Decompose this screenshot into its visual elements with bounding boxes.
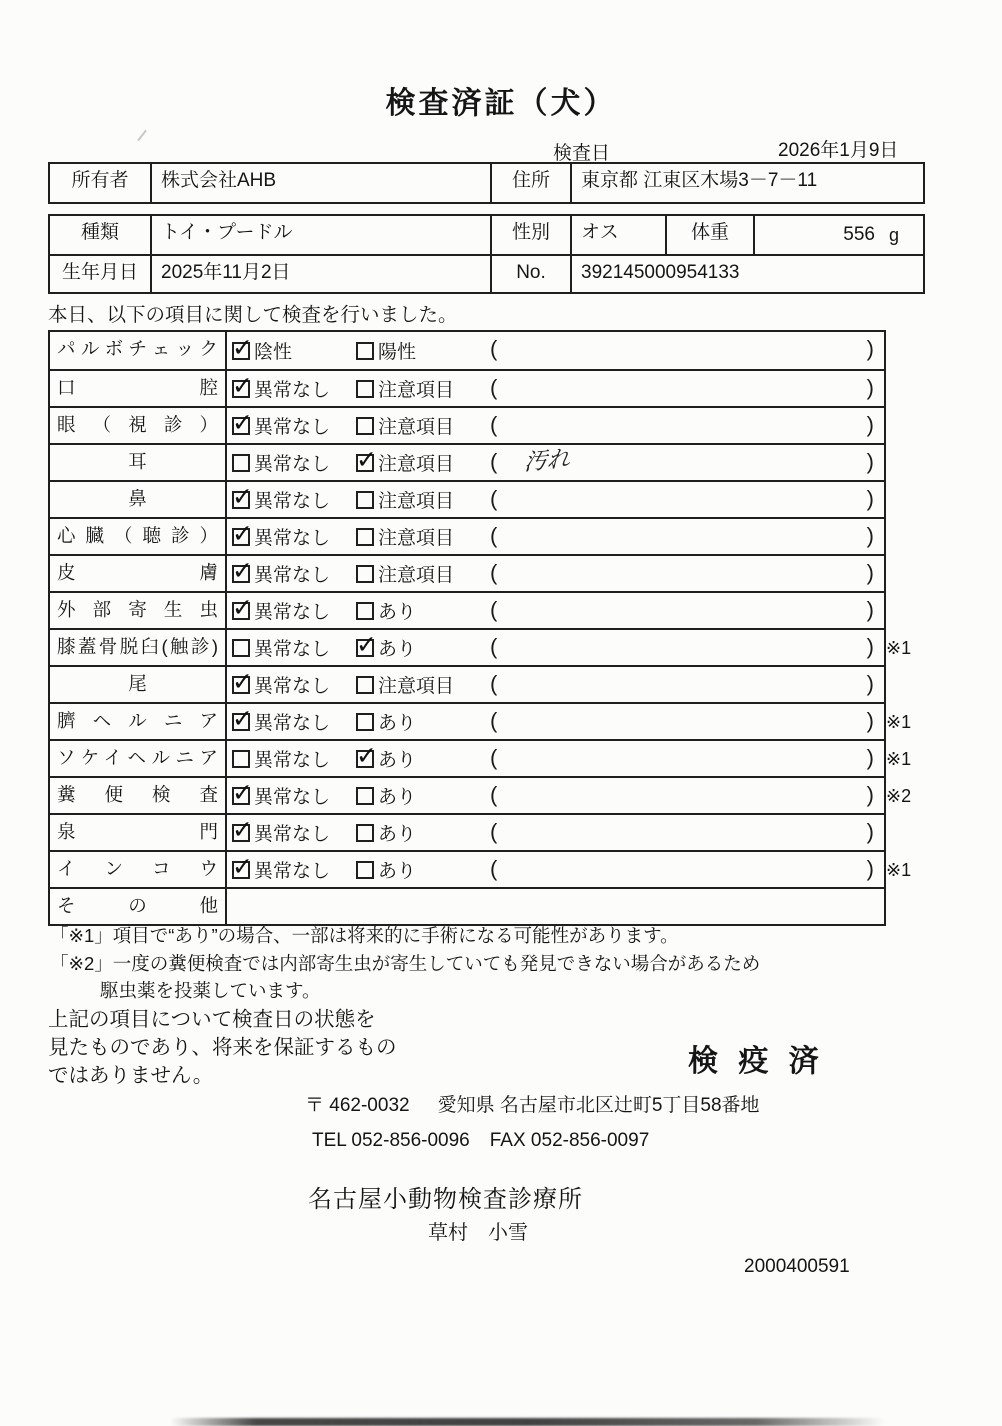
scan-stray-mark (137, 130, 147, 141)
option-1 (232, 408, 330, 443)
weight-label: 体重 (667, 216, 755, 254)
paren-open: ( (490, 375, 498, 400)
option-2-checkbox (356, 639, 374, 657)
paren-open: ( (490, 819, 498, 844)
no-value: 392145000954133 (581, 262, 740, 283)
option-1-checkbox (232, 602, 250, 620)
paren-open: ( (490, 336, 498, 361)
birth-value: 2025年11月2日 (152, 256, 492, 292)
option-2 (356, 371, 454, 406)
owner-value: 株式会社AHB (152, 164, 492, 202)
inspection-date-value: 2026年1月9日 (778, 140, 899, 161)
checklist-row (50, 443, 884, 480)
checklist-row-options (227, 852, 884, 887)
option-2-label: あり (378, 750, 417, 771)
disclaimer-line-1: 上記の項目について検査日の状態を (48, 1008, 376, 1031)
checklist-row-options (227, 519, 884, 554)
option-2-label: あり (378, 861, 417, 882)
option-1-label: 異常なし (254, 491, 331, 512)
pet-table (48, 214, 925, 294)
paren-close: ) (866, 597, 874, 622)
option-1 (232, 556, 330, 591)
clinic-address: 愛知県 名古屋市北区辻町5丁目58番地 (437, 1095, 760, 1116)
option-2 (356, 482, 454, 517)
option-2-checkbox (356, 565, 374, 583)
option-1-label: 異常なし (254, 713, 331, 734)
option-1-checkbox (232, 824, 250, 842)
paren-close: ) (866, 634, 874, 659)
option-2-label: あり (378, 787, 417, 808)
checklist-row-label: 泉門 (50, 815, 227, 850)
checklist-row-label: 皮膚 (50, 556, 227, 591)
option-2 (356, 815, 416, 850)
checklist-row-label: 心臓（聴診） (50, 519, 227, 554)
checklist-row-options (227, 741, 884, 776)
clinic-tel-line (312, 1130, 649, 1152)
option-2-checkbox (356, 787, 374, 805)
option-1-checkbox (232, 676, 250, 694)
option-1-checkbox (232, 454, 250, 472)
option-1-label: 異常なし (254, 602, 331, 623)
option-2-label: 注意項目 (378, 565, 455, 586)
veterinarian-name: 草村 小雪 (428, 1222, 528, 1244)
option-1-label: 異常なし (254, 417, 331, 438)
footnote-mark: ※1 (886, 860, 912, 880)
checklist-row (50, 554, 884, 591)
option-1 (232, 630, 330, 665)
weight-unit: g (888, 225, 899, 245)
option-2-label: あり (378, 602, 417, 623)
sex-value: オス (572, 216, 667, 254)
option-2-checkbox (356, 380, 374, 398)
paren-open: ( (490, 708, 498, 733)
checklist-row-options (227, 778, 884, 813)
checklist-row-label: パルボチェック (50, 332, 227, 369)
document-title: 検査済証（犬） (385, 87, 617, 120)
option-1-checkbox (232, 528, 250, 546)
paren-close: ) (866, 708, 874, 733)
checklist-row (50, 702, 912, 739)
checklist-row-label: その他 (50, 889, 227, 924)
checklist-table (48, 330, 912, 926)
option-1-checkbox (232, 787, 250, 805)
handwritten-note: 汚れ (523, 445, 571, 477)
paren-close: ) (866, 560, 874, 585)
option-1-label: 陰性 (254, 342, 293, 363)
option-1 (232, 852, 330, 887)
pet-row-2 (50, 254, 923, 292)
option-1-label: 異常なし (254, 824, 331, 845)
checklist-row-options (227, 815, 884, 850)
birth-label: 生年月日 (50, 256, 152, 292)
option-2-checkbox (356, 861, 374, 879)
option-1-label: 異常なし (254, 380, 331, 401)
disclaimer-line-2: 見たものであり、将来を保証するもの (48, 1036, 397, 1059)
breed-value: トイ・プードル (152, 216, 492, 254)
breed-label: 種類 (50, 216, 152, 254)
paren-open: ( (490, 523, 498, 548)
option-1 (232, 815, 330, 850)
option-1-label: 異常なし (254, 528, 331, 549)
paren-open: ( (490, 486, 498, 511)
weight-value: 556 (843, 224, 875, 245)
option-1 (232, 519, 330, 554)
option-2-checkbox (356, 602, 374, 620)
paren-close: ) (866, 486, 874, 511)
option-2-checkbox (356, 824, 374, 842)
option-1-label: 異常なし (254, 676, 331, 697)
option-2 (356, 667, 454, 702)
option-1-checkbox (232, 565, 250, 583)
checklist-row-label: 耳 (50, 445, 227, 480)
paren-open: ( (490, 782, 498, 807)
paren-close: ) (866, 856, 874, 881)
paren-close: ) (866, 782, 874, 807)
checklist-row (50, 887, 884, 924)
footnote-2-line-2: 駆虫薬を投薬しています。 (100, 980, 321, 1001)
footnote-2-line-1: 「※2」一度の糞便検査では内部寄生虫が寄生していても発見できない場合があるため (50, 953, 761, 974)
checklist-row-options (227, 332, 884, 369)
footnote-mark: ※1 (886, 638, 912, 658)
paren-close: ) (866, 336, 874, 361)
paren-open: ( (490, 745, 498, 770)
footnote-1: 「※1」項目で“あり”の場合、一部は将来的に手術になる可能性があります。 (50, 925, 679, 946)
inspection-date-label: 検査日 (553, 143, 611, 164)
option-1-label: 異常なし (254, 565, 331, 586)
clinic-name: 名古屋小動物検査診療所 (308, 1186, 583, 1213)
pet-row-1 (50, 216, 923, 254)
no-label: No. (492, 256, 572, 292)
checklist-row (50, 406, 884, 443)
option-1 (232, 704, 330, 739)
checklist-row-options (227, 482, 884, 517)
address-label: 住所 (492, 164, 572, 202)
footnote-mark: ※2 (886, 786, 912, 806)
checklist-row-options (227, 556, 884, 591)
checklist-row-options (227, 408, 884, 443)
scan-bottom-smudge (170, 1418, 885, 1426)
option-1-label: 異常なし (254, 639, 331, 660)
option-2 (356, 445, 454, 480)
option-2-checkbox (356, 491, 374, 509)
option-1-checkbox (232, 417, 250, 435)
postal-code: 〒 462-0032 (305, 1095, 410, 1116)
option-2-label: あり (378, 713, 417, 734)
checklist-row (50, 591, 884, 628)
option-2 (356, 741, 416, 776)
checklist-row-label: 外部寄生虫 (50, 593, 227, 628)
checklist-row-label: 糞便検査 (50, 778, 227, 813)
option-2-checkbox (356, 454, 374, 472)
checklist-row-options (227, 630, 884, 665)
checklist-row (50, 517, 884, 554)
checklist-row (50, 776, 912, 813)
checklist-row-options (227, 667, 884, 702)
paren-close: ) (866, 412, 874, 437)
paren-open: ( (490, 412, 498, 437)
option-2 (356, 593, 416, 628)
checklist-row-options (227, 704, 884, 739)
option-1-checkbox (232, 639, 250, 657)
checklist-row-label: ソケイヘルニア (50, 741, 227, 776)
option-1-label: 異常なし (254, 861, 331, 882)
option-1 (232, 667, 330, 702)
option-1 (232, 778, 330, 813)
option-2-label: 注意項目 (378, 491, 455, 512)
checklist-row (50, 813, 884, 850)
option-2 (356, 852, 416, 887)
option-1 (232, 371, 330, 406)
clinic-fax: FAX 052-856-0097 (489, 1130, 650, 1151)
disclaimer-line-3: ではありません。 (48, 1064, 214, 1087)
option-2-label: 陽性 (378, 342, 417, 363)
paren-open: ( (490, 449, 498, 474)
owner-label: 所有者 (50, 164, 152, 202)
checklist-row-label: 鼻 (50, 482, 227, 517)
paren-close: ) (866, 449, 874, 474)
option-1-checkbox (232, 713, 250, 731)
owner-row (50, 164, 923, 202)
checklist-row (50, 739, 912, 776)
checklist-row-label: 口腔 (50, 371, 227, 406)
paren-open: ( (490, 671, 498, 696)
option-2 (356, 704, 416, 739)
checklist-row-label: 膝蓋骨脱臼(触診) (50, 630, 227, 665)
serial-number: 2000400591 (744, 1256, 850, 1277)
disclaimer-text (48, 1006, 397, 1090)
option-2-checkbox (356, 342, 374, 360)
checklist-row (50, 332, 884, 369)
paren-open: ( (490, 560, 498, 585)
checklist-row (50, 850, 912, 887)
paren-open: ( (490, 634, 498, 659)
option-2 (356, 778, 416, 813)
intro-text: 本日、以下の項目に関して検査を行いました。 (48, 304, 458, 326)
option-1 (232, 741, 330, 776)
checklist-row-label: 臍ヘルニア (50, 704, 227, 739)
paren-close: ) (866, 745, 874, 770)
footnote-mark: ※1 (886, 712, 912, 732)
footnote-mark: ※1 (886, 749, 912, 769)
owner-table (48, 162, 925, 204)
checklist-row (50, 480, 884, 517)
checklist-row-label: 尾 (50, 667, 227, 702)
address-value: 東京都 江東区木場3－7－11 (581, 170, 818, 191)
checklist-row (50, 628, 912, 665)
option-2-checkbox (356, 713, 374, 731)
option-1 (232, 482, 330, 517)
option-1-checkbox (232, 491, 250, 509)
option-1-checkbox (232, 342, 250, 360)
option-2-checkbox (356, 750, 374, 768)
checklist-row-label: 眼（視診） (50, 408, 227, 443)
option-2-label: 注意項目 (378, 417, 455, 438)
option-2-checkbox (356, 528, 374, 546)
option-1-label: 異常なし (254, 750, 331, 771)
option-2-label: 注意項目 (378, 528, 455, 549)
option-2 (356, 332, 416, 369)
option-1-checkbox (232, 861, 250, 879)
paren-open: ( (490, 597, 498, 622)
option-2 (356, 630, 416, 665)
paren-close: ) (866, 523, 874, 548)
option-2-label: あり (378, 639, 417, 660)
paren-close: ) (866, 375, 874, 400)
option-1-checkbox (232, 750, 250, 768)
sex-label: 性別 (492, 216, 572, 254)
clinic-tel: TEL 052-856-0096 (312, 1130, 470, 1151)
option-2 (356, 556, 454, 591)
clinic-address-line (305, 1090, 760, 1117)
option-1-label: 異常なし (254, 787, 331, 808)
option-2-checkbox (356, 676, 374, 694)
paren-close: ) (866, 671, 874, 696)
option-1 (232, 593, 330, 628)
option-2 (356, 519, 454, 554)
checklist-row-options (227, 445, 884, 480)
paren-open: ( (490, 856, 498, 881)
option-2 (356, 408, 454, 443)
paren-close: ) (866, 819, 874, 844)
option-1 (232, 332, 292, 369)
option-1-checkbox (232, 380, 250, 398)
checklist-row (50, 369, 884, 406)
option-2-label: あり (378, 824, 417, 845)
weight-value-cell (755, 216, 923, 254)
checklist-row (50, 665, 884, 702)
option-2-label: 注意項目 (378, 676, 455, 697)
option-2-label: 注意項目 (378, 454, 455, 475)
checklist-row-options (227, 371, 884, 406)
checklist-row-options (227, 593, 884, 628)
option-2-label: 注意項目 (378, 380, 455, 401)
quarantine-stamp-text: 検 疫 済 (688, 1045, 825, 1078)
option-1 (232, 445, 330, 480)
checklist-row-label: インコウ (50, 852, 227, 887)
option-2-checkbox (356, 417, 374, 435)
option-1-label: 異常なし (254, 454, 331, 475)
